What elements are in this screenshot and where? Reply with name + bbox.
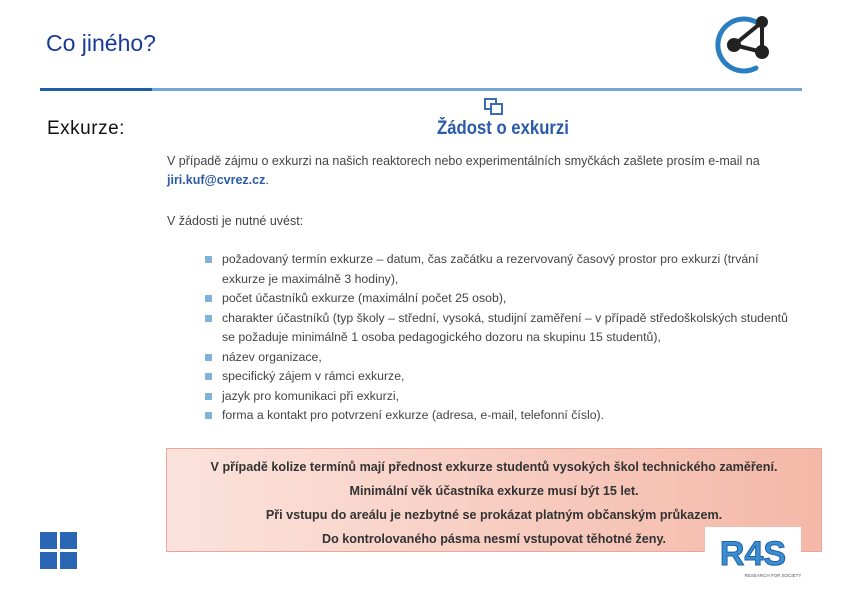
list-item: požadovaný termín exkurze – datum, čas začátku a rezervovaný časový prostor pro exkurzi (trvání exkurze je maximálně 3 hodiny),: [205, 250, 795, 289]
list-item: charakter účastníků (typ školy – střední, vysoká, studijní zaměření – v případě středoškolských studentů se požaduje minimálně 1 osoba pedagogického dozoru na skupinu 15 studentů),: [205, 309, 795, 348]
notice-line: Do kontrolovaného pásma nesmí vstupovat těhotné ženy.: [321, 532, 667, 546]
contact-email[interactable]: jiri.kuf@cvrez.cz: [167, 173, 266, 187]
document-heading: Žádost o exkurzi: [437, 118, 569, 139]
notice-line: Minimální věk účastníka exkurze musí být 15 let.: [349, 484, 639, 498]
requirement-intro: V žádosti je nutné uvést:: [167, 214, 304, 228]
r4s-logo: [705, 527, 801, 581]
slide-title: Co jiného?: [46, 30, 156, 56]
intro-paragraph: [167, 152, 787, 190]
requirements-list: [205, 250, 795, 426]
tiles-logo-icon: [40, 532, 77, 569]
intro-text: V případě zájmu o exkurzi na našich reaktorech nebo experimentálních smyčkách zašlete prosím e-mail na: [167, 154, 760, 168]
company-logo-icon: [706, 12, 776, 78]
r4s-logo-text: R4S: [719, 535, 787, 573]
list-item: specifický zájem v rámci exkurze,: [205, 367, 795, 387]
list-item: počet účastníků exkurze (maximální počet 25 osob),: [205, 289, 795, 309]
list-item: forma a kontakt pro potvrzení exkurze (adresa, e-mail, telefonní číslo).: [205, 406, 795, 426]
notice-line: Při vstupu do areálu je nezbytné se prokázat platným občanským průkazem.: [265, 508, 723, 522]
header-rule-accent: [40, 88, 152, 91]
intro-end: .: [265, 173, 269, 187]
header-rule: [40, 88, 802, 91]
list-item: jazyk pro komunikaci při exkurzi,: [205, 387, 795, 407]
notice-line: V případě kolize termínů mají přednost exkurze studentů vysokých škol technického zaměření.: [210, 460, 778, 474]
list-item: název organizace,: [205, 348, 795, 368]
section-label: Exkurze:: [47, 118, 125, 139]
r4s-tagline: RESEARCH FOR SOCIETY: [744, 573, 801, 578]
copy-icon: [484, 98, 504, 116]
